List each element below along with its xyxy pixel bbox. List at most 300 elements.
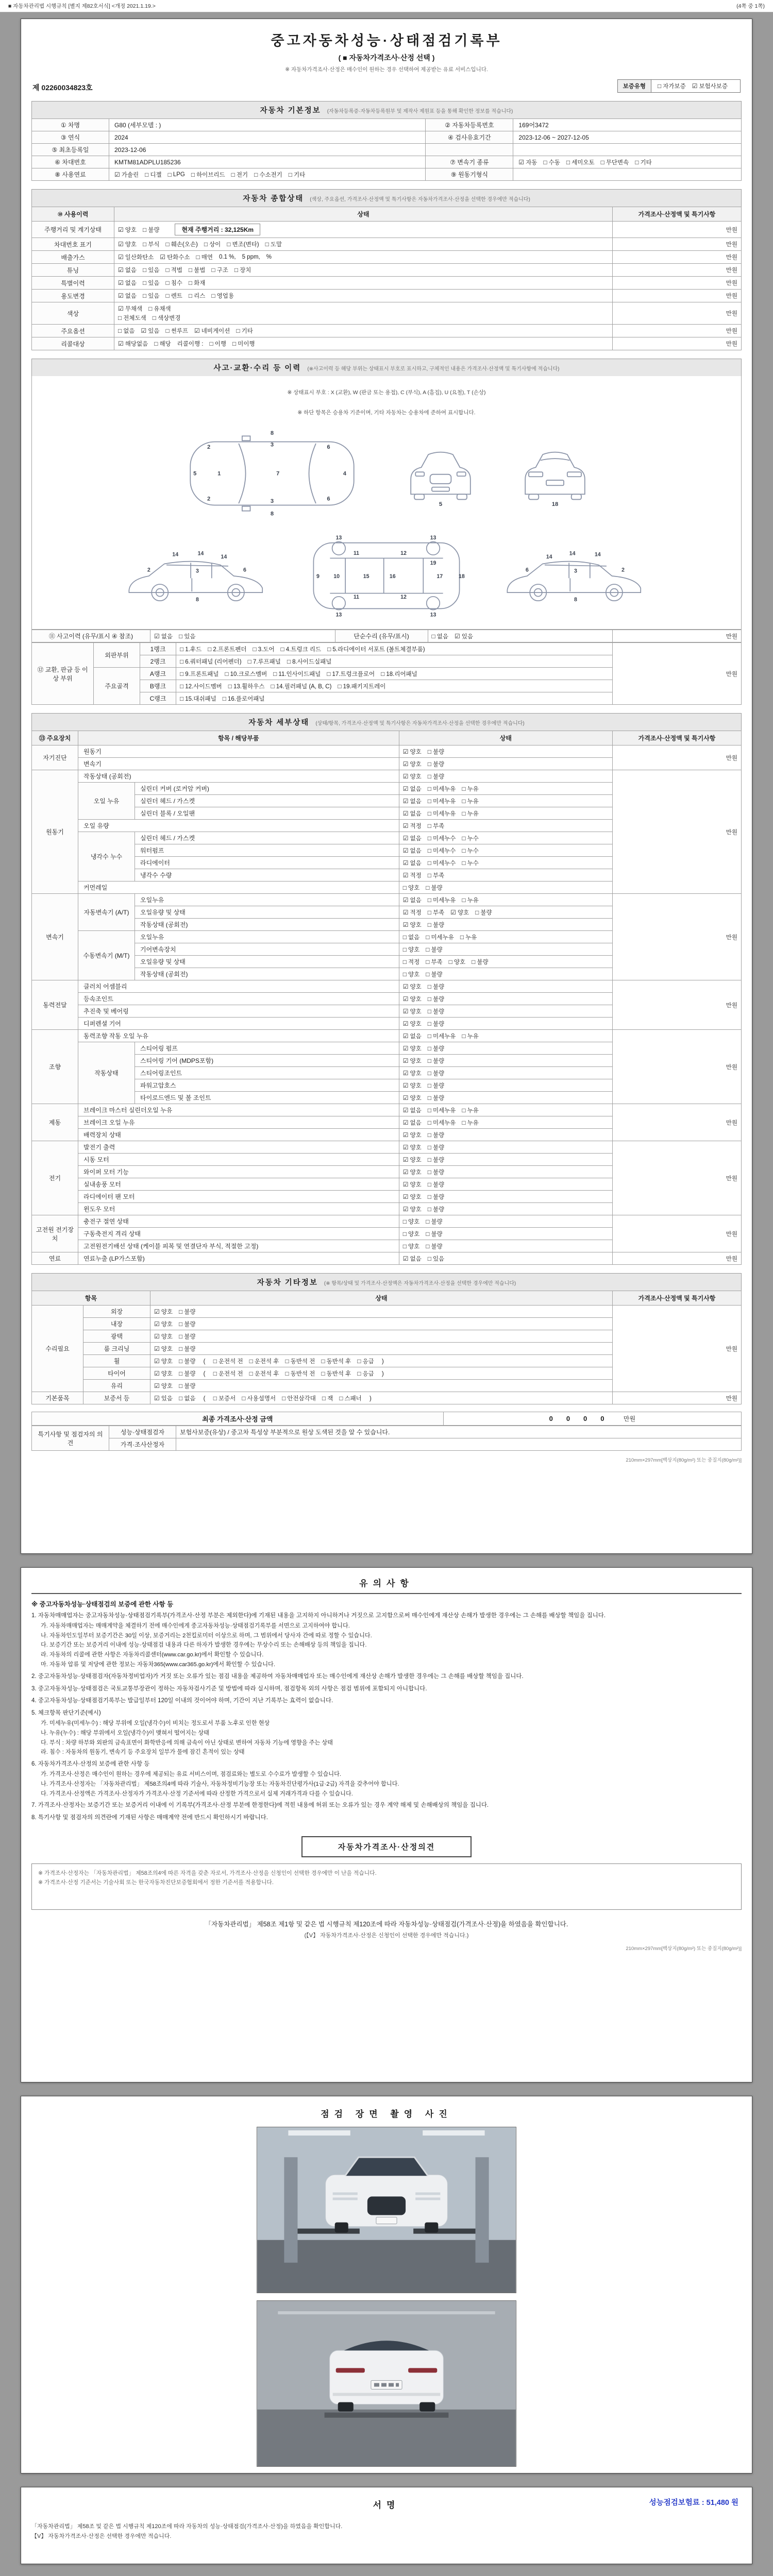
column-header: 항목 — [32, 1291, 150, 1306]
checkbox-불량[interactable] — [428, 1143, 444, 1151]
checkbox-13.휠하우스[interactable] — [228, 682, 265, 690]
sub-group-label: 자동변속기 (A/T) — [78, 894, 135, 931]
checkbox-양호[interactable] — [118, 226, 137, 234]
checkbox-label: 누유 — [465, 934, 477, 941]
checkbox-없음[interactable] — [403, 797, 422, 805]
checkbox-불량[interactable] — [426, 884, 442, 892]
checkbox-양호[interactable] — [403, 1044, 422, 1053]
checkbox-양호[interactable] — [403, 982, 422, 991]
checkbox-5.라디에이터 서포트 (볼트체결부품)[interactable] — [327, 645, 425, 653]
checkbox-label: 수동 — [548, 159, 560, 166]
checkbox-불량[interactable] — [426, 1230, 442, 1238]
checkbox-양호[interactable] — [450, 908, 469, 917]
checkbox-불법[interactable] — [189, 266, 205, 274]
checkbox-없음[interactable] — [403, 1255, 422, 1263]
checkbox-label: 있음 — [432, 1256, 445, 1262]
checkbox-미세누수[interactable] — [428, 846, 456, 855]
price-unit: 만원 — [726, 1002, 737, 1009]
state-cell — [399, 807, 612, 820]
checkbox-12.사이드멤버[interactable] — [180, 682, 222, 690]
checkbox-있음[interactable] — [154, 1394, 173, 1402]
checkbox-불량[interactable] — [179, 1369, 195, 1378]
checkbox-기타[interactable] — [289, 171, 305, 179]
checkbox-glyph-icon: □ — [165, 327, 170, 334]
checkbox-없음[interactable] — [118, 279, 137, 287]
checkbox-label: 보증서 — [218, 1395, 236, 1402]
checkbox-무단변속[interactable] — [601, 158, 629, 166]
checkbox-없음[interactable] — [118, 292, 137, 300]
checkbox-불량[interactable] — [428, 1094, 444, 1102]
device-label: 연료 — [32, 1252, 78, 1265]
state-cell — [399, 1018, 612, 1030]
checkbox-미세누유[interactable] — [428, 785, 456, 793]
checkbox-15.대쉬패널[interactable] — [180, 694, 216, 703]
checkbox-있음[interactable] — [455, 632, 473, 640]
checkbox-불량[interactable] — [428, 1007, 444, 1015]
checkbox-불량[interactable] — [426, 1217, 442, 1226]
checkbox-glyph-icon: □ — [427, 834, 431, 842]
checkbox-label: 화재 — [194, 280, 206, 286]
checkbox-전기[interactable] — [231, 171, 248, 179]
checkbox-label: 불량 — [432, 761, 445, 768]
price-unit: 만원 — [726, 341, 737, 347]
panel-marker-2: 2 — [147, 567, 150, 573]
checkbox-불량[interactable] — [428, 995, 444, 1003]
checkbox-미세누유[interactable] — [428, 1106, 456, 1114]
form-paper-spec: 210mm×297mm[백상지(80g/m²) 또는 중질지(80g/m²)] — [626, 1458, 742, 1463]
checkbox-label: 9.프론트패널 — [185, 671, 219, 677]
checkbox-누수[interactable] — [462, 859, 478, 867]
checkbox-미세누유[interactable] — [426, 933, 454, 941]
checkbox-4.트렁크 리드[interactable] — [281, 645, 322, 653]
overall-row — [32, 302, 742, 325]
checkbox-운전석 전[interactable] — [213, 1369, 243, 1378]
checkbox-기타[interactable] — [635, 158, 651, 166]
checkbox-불량[interactable] — [428, 1205, 444, 1213]
checkbox-불량[interactable] — [179, 1357, 195, 1365]
notice-body — [31, 1599, 742, 1823]
checkbox-glyph-icon: □ — [271, 682, 275, 690]
car-rear-view-diagram — [511, 437, 599, 510]
checkbox-없음[interactable] — [403, 1032, 422, 1040]
checkbox-불량[interactable] — [428, 1180, 444, 1189]
checkbox-누수[interactable] — [462, 846, 478, 855]
checkbox-양호[interactable] — [403, 1007, 422, 1015]
state-line — [118, 240, 609, 249]
checkbox-있음[interactable] — [143, 279, 159, 287]
checkbox-16.플로어패널[interactable] — [223, 694, 265, 703]
price-cell — [613, 745, 742, 770]
state-cell — [399, 1116, 612, 1129]
checkbox-누유[interactable] — [462, 896, 478, 904]
checkbox-label: 없음 — [408, 934, 420, 941]
diagram-row-top — [174, 425, 599, 522]
checkbox-양호[interactable] — [154, 1357, 173, 1365]
checkbox-불량[interactable] — [179, 1382, 195, 1390]
checkbox-수소전기[interactable] — [254, 171, 282, 179]
checkbox-불량[interactable] — [428, 1131, 444, 1139]
checkbox-양호[interactable] — [154, 1345, 173, 1353]
item-cell: 오일 유량 — [78, 820, 399, 832]
checkbox-glyph-icon: ☑ — [450, 908, 456, 916]
checkbox-스패너[interactable] — [339, 1394, 362, 1402]
rank-label: C랭크 — [140, 692, 176, 705]
checkbox-2.프론트펜더[interactable] — [208, 645, 246, 653]
checkbox-동반석 전[interactable] — [285, 1369, 315, 1378]
checkbox-없음[interactable] — [403, 896, 422, 904]
checkbox-적정[interactable] — [403, 908, 422, 917]
checkbox-구조[interactable] — [211, 266, 228, 274]
checkbox-label: 무단변속 — [606, 159, 629, 166]
checkbox-자가보증[interactable] — [658, 82, 686, 90]
checkbox-있음[interactable] — [428, 1255, 444, 1263]
checkbox-양호[interactable] — [403, 1217, 419, 1226]
checkbox-불량[interactable] — [179, 1345, 195, 1353]
state-cell — [399, 1141, 612, 1154]
photos-title: 점검 장면 촬영 사진 — [321, 2109, 452, 2119]
checkbox-glyph-icon: □ — [209, 340, 213, 347]
section-title-overall — [31, 189, 742, 207]
price-cell — [613, 1104, 742, 1141]
checkbox-양호[interactable] — [403, 1193, 422, 1201]
checkbox-무채색[interactable] — [118, 304, 142, 313]
checkbox-glyph-icon: □ — [249, 1369, 253, 1377]
checkbox-불량[interactable] — [428, 772, 444, 781]
panel-marker-5: 5 — [439, 501, 443, 507]
price-cell — [613, 1252, 742, 1265]
checkbox-가솔린[interactable] — [114, 171, 139, 179]
checkbox-불량[interactable] — [143, 226, 159, 234]
checkbox-해당[interactable] — [154, 340, 171, 348]
checkbox-없음[interactable] — [403, 846, 422, 855]
checkbox-적정[interactable] — [403, 958, 419, 966]
checkbox-상이[interactable] — [204, 240, 221, 248]
checkbox-19.패키지트레이[interactable] — [338, 682, 385, 690]
checkbox-누유[interactable] — [462, 797, 478, 805]
detail-title: 자동차 세부상태 — [248, 719, 310, 727]
checkbox-label: 운전석 전 — [218, 1358, 243, 1365]
checkbox-label: 불량 — [432, 1194, 445, 1200]
checkbox-11.인사이드패널[interactable] — [273, 670, 321, 678]
checkbox-영업용[interactable] — [211, 292, 234, 300]
checkbox-14.필러패널 (A, B, C)[interactable] — [271, 682, 331, 690]
checkbox-장치[interactable] — [234, 266, 251, 274]
checkbox-부족[interactable] — [428, 908, 444, 917]
checkbox-없음[interactable] — [403, 1118, 422, 1127]
checkbox-양호[interactable] — [403, 772, 422, 781]
checkbox-불량[interactable] — [428, 1069, 444, 1077]
checkbox-없음[interactable] — [432, 632, 448, 640]
checkbox-불량[interactable] — [428, 1044, 444, 1053]
checkbox-양호[interactable] — [403, 995, 422, 1003]
checkbox-label: 10.크로스멤버 — [230, 671, 267, 677]
checkbox-양호[interactable] — [403, 1180, 422, 1189]
checkbox-없음[interactable] — [154, 632, 173, 640]
checkbox-하이브리드[interactable] — [191, 171, 225, 179]
checkbox-없음[interactable] — [403, 834, 422, 842]
checkbox-미세누유[interactable] — [428, 896, 456, 904]
checkbox-양호[interactable] — [403, 760, 422, 768]
checkbox-운전석 후[interactable] — [249, 1369, 279, 1378]
checkbox-양호[interactable] — [403, 1143, 422, 1151]
checkbox-없음[interactable] — [403, 859, 422, 867]
checkbox-변조(변타)[interactable] — [227, 240, 259, 248]
price-unit: 만원 — [726, 671, 737, 677]
state-line — [118, 326, 609, 335]
checkbox-누유[interactable] — [462, 1118, 478, 1127]
checkbox-양호[interactable] — [403, 945, 419, 954]
checkbox-label: 양호 — [161, 1321, 173, 1328]
checkbox-불량[interactable] — [428, 982, 444, 991]
etc-item-label: 유리 — [83, 1380, 150, 1392]
checkbox-7.루프패널[interactable] — [248, 657, 281, 666]
checkbox-있음[interactable] — [143, 266, 159, 274]
checkbox-양호[interactable] — [403, 884, 419, 892]
checkbox-불량[interactable] — [179, 1320, 195, 1328]
checkbox-glyph-icon: □ — [204, 241, 208, 248]
checkbox-적정[interactable] — [403, 871, 422, 879]
checkbox-누유[interactable] — [462, 1032, 478, 1040]
checkbox-label: 부족 — [432, 909, 445, 916]
checkbox-탄화수소[interactable] — [160, 253, 190, 261]
checkbox-glyph-icon: ☑ — [154, 1394, 160, 1402]
checkbox-세미오토[interactable] — [566, 158, 595, 166]
checkbox-label: 18.리어패널 — [386, 671, 417, 677]
checkbox-glyph-icon: ☑ — [154, 1320, 160, 1328]
checkbox-누유[interactable] — [460, 933, 477, 941]
checkbox-미세누유[interactable] — [428, 809, 456, 818]
checkbox-동반석 후[interactable] — [321, 1369, 351, 1378]
checkbox-네비게이션[interactable] — [194, 327, 230, 335]
signature-title: 서명 — [373, 2500, 400, 2510]
checkbox-운전석 전[interactable] — [213, 1357, 243, 1365]
checkbox-색상변경[interactable] — [153, 314, 181, 322]
checkbox-6.쿼터패널 (리어펜더)[interactable] — [180, 657, 242, 666]
checkbox-glyph-icon: □ — [427, 809, 431, 817]
checkbox-부식[interactable] — [143, 240, 159, 248]
checkbox-리스[interactable] — [189, 292, 205, 300]
checkbox-양호[interactable] — [403, 1057, 422, 1065]
checkbox-미세누유[interactable] — [428, 1118, 456, 1127]
checkbox-불량[interactable] — [426, 1242, 442, 1250]
checkbox-불량[interactable] — [428, 1081, 444, 1090]
state-cell — [150, 1380, 613, 1392]
checkbox-양호[interactable] — [154, 1369, 173, 1378]
checkbox-사용설명서[interactable] — [242, 1394, 276, 1402]
item-cell: 브레이크 오일 누유 — [78, 1116, 399, 1129]
field-label: ② 자동차등록번호 — [426, 119, 513, 131]
checkbox-glyph-icon: □ — [322, 1394, 326, 1402]
checkbox-미세누유[interactable] — [428, 1032, 456, 1040]
checkbox-label: 누유 — [467, 1120, 479, 1126]
price-cell — [613, 277, 742, 290]
checkbox-일산화탄소[interactable] — [118, 253, 154, 261]
checkbox-부족[interactable] — [426, 958, 442, 966]
device-label: 전기 — [32, 1141, 78, 1215]
checkbox-양호[interactable] — [403, 1081, 422, 1090]
checkbox-불량[interactable] — [179, 1308, 195, 1316]
checkbox-label: 누수 — [467, 835, 479, 842]
checkbox-불량[interactable] — [475, 908, 492, 917]
checkbox-잭[interactable] — [322, 1394, 333, 1402]
checkbox-없음[interactable] — [403, 933, 419, 941]
checkbox-glyph-icon: □ — [118, 314, 122, 321]
column-header: ⑬ 주요장치 — [32, 731, 78, 745]
checkbox-1.후드[interactable] — [180, 645, 201, 653]
checkbox-불량[interactable] — [428, 1156, 444, 1164]
notice-line: 라. 자동차의 리콜에 관한 사항은 자동차리콜센터(www.car.go.kr)에서 확인할 수 있습니다. — [41, 1652, 264, 1658]
checkbox-3.도어[interactable] — [253, 645, 274, 653]
checkbox-유채색[interactable] — [148, 304, 171, 313]
checkbox-양호[interactable] — [118, 240, 137, 248]
checkbox-응급[interactable] — [357, 1369, 374, 1378]
checkbox-glyph-icon: □ — [180, 670, 184, 677]
checkbox-10.크로스멤버[interactable] — [225, 670, 267, 678]
checkbox-label: 불량 — [432, 1021, 445, 1027]
checkbox-양호[interactable] — [403, 1230, 419, 1238]
checkbox-미세누유[interactable] — [428, 797, 456, 805]
checkbox-전체도색[interactable] — [118, 314, 146, 322]
checkbox-불량[interactable] — [426, 945, 442, 954]
checkbox-불량[interactable] — [428, 1057, 444, 1065]
checkbox-18.리어패널[interactable] — [381, 670, 417, 678]
checkbox-label: 있음 — [184, 633, 196, 640]
checkbox-침수[interactable] — [165, 279, 182, 287]
checkbox-양호[interactable] — [154, 1320, 173, 1328]
checkbox-운전석 후[interactable] — [249, 1357, 279, 1365]
checkbox-없음[interactable] — [403, 785, 422, 793]
checkbox-없음[interactable] — [403, 809, 422, 818]
checkbox-양호[interactable] — [403, 921, 422, 929]
checkbox-양호[interactable] — [403, 748, 422, 756]
checkbox-동반석 전[interactable] — [285, 1357, 315, 1365]
checkbox-양호[interactable] — [154, 1308, 173, 1316]
checkbox-불량[interactable] — [428, 921, 444, 929]
checkbox-양호[interactable] — [403, 1156, 422, 1164]
checkbox-양호[interactable] — [403, 1168, 422, 1176]
checkbox-양호[interactable] — [154, 1382, 173, 1390]
checkbox-label: 해당없음 — [125, 341, 148, 347]
checkbox-안전삼각대[interactable] — [282, 1394, 316, 1402]
checkbox-불량[interactable] — [426, 970, 442, 978]
checkbox-17.트렁크플로어[interactable] — [327, 670, 375, 678]
checkbox-label: 적정 — [410, 872, 422, 879]
checkbox-있음[interactable] — [179, 632, 195, 640]
price-cell — [613, 1306, 742, 1392]
checkbox-없음[interactable] — [118, 266, 137, 274]
checkbox-누수[interactable] — [462, 834, 478, 842]
checkbox-디젤[interactable] — [145, 171, 161, 179]
checkbox-label: 불량 — [432, 1157, 445, 1163]
basic-info-table — [31, 118, 742, 181]
checkbox-양호[interactable] — [403, 1094, 422, 1102]
checkbox-불량[interactable] — [428, 1020, 444, 1028]
checkbox-label: 양호 — [410, 984, 422, 990]
checkbox-미세누수[interactable] — [428, 859, 456, 867]
checkbox-양호[interactable] — [403, 970, 419, 978]
checkbox-부족[interactable] — [428, 822, 444, 830]
checkbox-화재[interactable] — [189, 279, 205, 287]
checkbox-부족[interactable] — [428, 871, 444, 879]
checkbox-있음[interactable] — [143, 292, 159, 300]
checkbox-불량[interactable] — [179, 1332, 195, 1341]
inspection-photo-front — [257, 2127, 516, 2293]
checkbox-glyph-icon: □ — [165, 292, 170, 299]
checkbox-자동[interactable] — [518, 158, 537, 166]
checkbox-해당없음[interactable] — [118, 340, 148, 348]
checkbox-누유[interactable] — [462, 809, 478, 818]
checkbox-적법[interactable] — [165, 266, 182, 274]
state-cell — [399, 980, 612, 993]
checkbox-glyph-icon: □ — [426, 970, 430, 978]
checkbox-8.사이드실패널[interactable] — [287, 657, 332, 666]
checkbox-양호[interactable] — [403, 1020, 422, 1028]
checkbox-양호[interactable] — [403, 1205, 422, 1213]
checkbox-glyph-icon: □ — [254, 171, 258, 178]
checkbox-불량[interactable] — [428, 748, 444, 756]
overall-row — [32, 222, 742, 238]
checkbox-불량[interactable] — [428, 1168, 444, 1176]
checkbox-미이행[interactable] — [232, 340, 255, 348]
price-cell — [613, 1141, 742, 1215]
checkbox-보증서[interactable] — [213, 1394, 236, 1402]
checkbox-불량[interactable] — [428, 1193, 444, 1201]
checkbox-응급[interactable] — [357, 1357, 374, 1365]
checkbox-누유[interactable] — [462, 1106, 478, 1114]
checkbox-동반석 후[interactable] — [321, 1357, 351, 1365]
checkbox-없음[interactable] — [403, 1106, 422, 1114]
document-number-row — [32, 79, 741, 93]
checkbox-매연[interactable] — [196, 253, 213, 261]
checkbox-누유[interactable] — [462, 785, 478, 793]
checkbox-보험사보증[interactable] — [692, 82, 728, 90]
checkbox-glyph-icon: ☑ — [402, 748, 409, 755]
checkbox-없음[interactable] — [118, 327, 135, 335]
checkbox-양호[interactable] — [403, 1069, 422, 1077]
checkbox-label: 미이행 — [238, 341, 255, 347]
checkbox-glyph-icon: ☑ — [160, 253, 166, 261]
checkbox-기타[interactable] — [236, 327, 253, 335]
checkbox-glyph-icon: □ — [196, 253, 200, 261]
checkbox-glyph-icon: ☑ — [402, 921, 409, 928]
checkbox-양호[interactable] — [403, 1131, 422, 1139]
checkbox-양호[interactable] — [154, 1332, 173, 1341]
checkbox-있음[interactable] — [141, 327, 159, 335]
checkbox-label: 없음 — [410, 786, 422, 792]
checkbox-양호[interactable] — [449, 958, 465, 966]
checkbox-도말[interactable] — [265, 240, 282, 248]
etc-item-label: 룸 크리닝 — [83, 1343, 150, 1355]
checkbox-없음[interactable] — [179, 1394, 195, 1402]
checkbox-썬루프[interactable] — [165, 327, 188, 335]
price-unit: 만원 — [726, 1064, 737, 1071]
checkbox-LPG[interactable] — [168, 171, 185, 178]
checkbox-glyph-icon: □ — [472, 958, 476, 965]
checkbox-glyph-icon: □ — [142, 266, 147, 274]
checkbox-미세누수[interactable] — [428, 834, 456, 842]
checkbox-이행[interactable] — [210, 340, 226, 348]
checkbox-9.프론트패널[interactable] — [180, 670, 219, 678]
checkbox-양호[interactable] — [403, 1242, 419, 1250]
checkbox-glyph-icon: □ — [165, 279, 170, 286]
checkbox-불량[interactable] — [428, 760, 444, 768]
checkbox-수동[interactable] — [543, 158, 560, 166]
checkbox-적정[interactable] — [403, 822, 422, 830]
checkbox-훼손(오손)[interactable] — [165, 240, 197, 248]
item-cell: 스티어링조인트 — [135, 1067, 399, 1079]
checkbox-렌트[interactable] — [165, 292, 182, 300]
checkbox-불량[interactable] — [472, 958, 488, 966]
